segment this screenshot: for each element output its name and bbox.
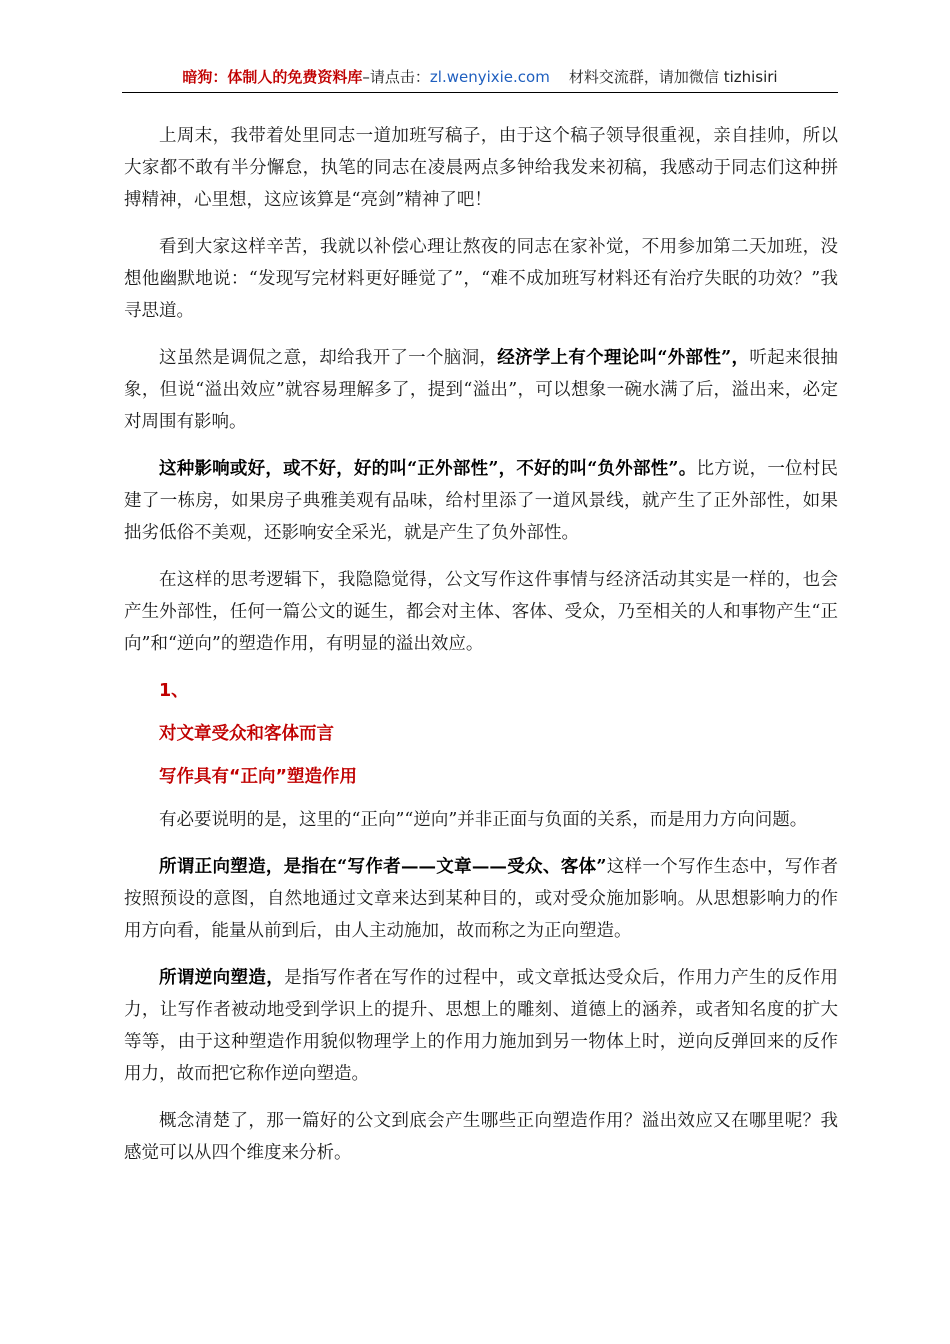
paragraph-3-lead: 这虽然是调侃之意，却给我开了一个脑洞， xyxy=(159,348,498,368)
paragraph-4-rest: 比方说，一位村民建了一栋房，如果房子典雅美观有品味，给村里添了一道风景线，就产生了正外部性，如果拙劣低俗不美观，还影响安全采光，就是产生了负外部性。 xyxy=(124,459,839,543)
paragraph-7-bold: 所谓正向塑造，是指在“写作者——文章——受众、客体” xyxy=(159,857,607,877)
paragraph-3-rest: 听起来很抽象，但说“溢出效应”就容易理解多了，提到“溢出”，可以想象一碗水满了后，溢出来，必定对周围有影响。 xyxy=(124,348,839,432)
paragraph-3 xyxy=(124,342,838,438)
paragraph-7 xyxy=(124,851,838,947)
paragraph-4-bold: 这种影响或好，或不好，好的叫“正外部性”，不好的叫“负外部性”。 xyxy=(159,459,697,479)
paragraph-8-rest: 是指写作者在写作的过程中，或文章抵达受众后，作用力产生的反作用力，让写作者被动地受到学识上的提升、思想上的雕刻、道德上的涵养，或者知名度的扩大等等，由于这种塑造作用貌似物理学上的作用力施加到另一物体上时，逆向反弹回来的反作用力，故而把它称作逆向塑造。 xyxy=(124,968,839,1084)
paragraph-4 xyxy=(124,453,838,549)
header-link[interactable]: zl.wenyixie.com xyxy=(429,68,550,86)
section-number: 1、 xyxy=(159,681,189,701)
section-title-2: 写作具有“正向”塑造作用 xyxy=(159,767,358,787)
section-title-1: 对文章受众和客体而言 xyxy=(159,724,334,744)
paragraph-2: 看到大家这样辛苦，我就以补偿心理让熬夜的同志在家补觉，不用参加第二天加班，没想他幽默地说：“发现写完材料更好睡觉了”，“难不成加班写材料还有治疗失眠的功效？”我寻思道。 xyxy=(124,237,838,321)
paragraph-5: 在这样的思考逻辑下，我隐隐觉得，公文写作这件事情与经济活动其实是一样的，也会产生外部性，任何一篇公文的诞生，都会对主体、客体、受众，乃至相关的人和事物产生“正向”和“逆向”的塑造作用，有明显的溢出效应。 xyxy=(124,570,838,654)
header-brand: 暗狗：体制人的免费资料库 xyxy=(182,68,363,86)
page-header xyxy=(122,66,838,88)
paragraph-7-rest: 这样一个写作生态中，写作者按照预设的意图，自然地通过文章来达到某种目的，或对受众施加影响。从思想影响力的作用方向看，能量从前到后，由人主动施加，故而称之为正向塑造。 xyxy=(124,857,838,941)
article-body xyxy=(124,120,838,1184)
paragraph-9: 概念清楚了，那一篇好的公文到底会产生哪些正向塑造作用？溢出效应又在哪里呢？我感觉可以从四个维度来分析。 xyxy=(124,1111,838,1163)
paragraph-1: 上周末，我带着处里同志一道加班写稿子，由于这个稿子领导很重视，亲自挂帅，所以大家都不敢有半分懈怠，执笔的同志在凌晨两点多钟给我发来初稿，我感动于同志们这种拼搏精神，心里想，这应该算是“亮剑”精神了吧！ xyxy=(124,126,838,210)
header-group-note: 材料交流群，请加微信 tizhisiri xyxy=(568,68,778,86)
header-prompt: –请点击： xyxy=(362,68,430,86)
paragraph-3-bold: 经济学上有个理论叫“外部性”， xyxy=(497,348,750,368)
header-divider xyxy=(122,92,838,93)
paragraph-8-bold: 所谓逆向塑造， xyxy=(159,968,285,988)
paragraph-6: 有必要说明的是，这里的“正向”“逆向”并非正面与负面的关系，而是用力方向问题。 xyxy=(159,810,808,830)
paragraph-8 xyxy=(124,962,838,1090)
